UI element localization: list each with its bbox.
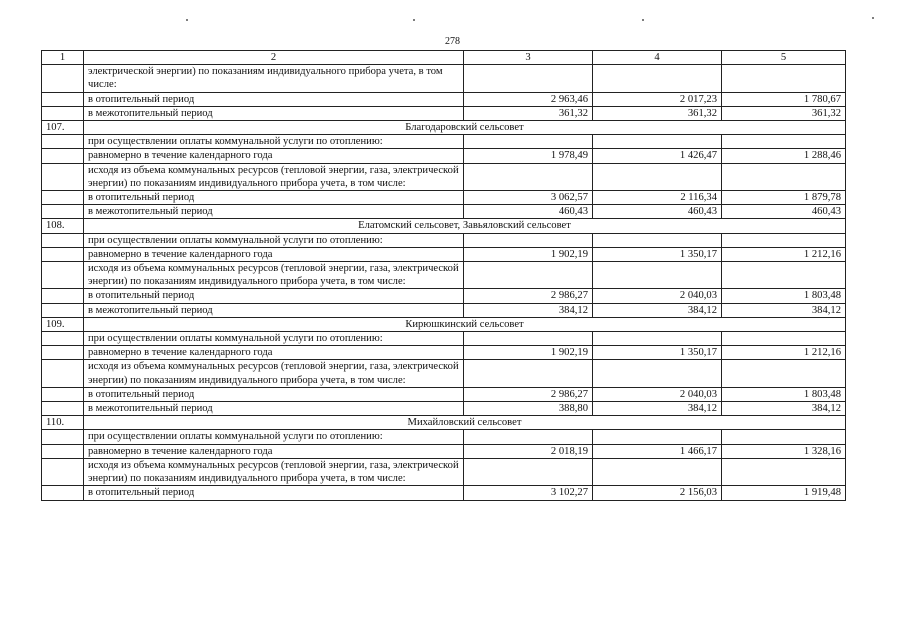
- row-description: в межотопительный период: [84, 402, 464, 416]
- section-row: [42, 317, 846, 331]
- table-row: [42, 262, 846, 289]
- value-col-4: 2 040,03: [593, 387, 722, 401]
- row-number: [42, 486, 84, 500]
- tariff-table: [41, 50, 846, 501]
- row-description: при осуществлении оплаты коммунальной услуги по отоплению:: [84, 233, 464, 247]
- row-description: исходя из объема коммунальных ресурсов (тепловой энергии, газа, электрической энергии) по показаниям индивидуального прибора учета, в том числе:: [84, 262, 464, 289]
- row-number: [42, 149, 84, 163]
- row-description: в отопительный период: [84, 486, 464, 500]
- value-col-3: [464, 332, 593, 346]
- row-number: [42, 387, 84, 401]
- row-number: [42, 247, 84, 261]
- row-number: [42, 205, 84, 219]
- table-header-row: [42, 51, 846, 65]
- row-description: в отопительный период: [84, 387, 464, 401]
- value-col-4: 460,43: [593, 205, 722, 219]
- value-col-5: 1 212,16: [722, 247, 846, 261]
- value-col-5: 460,43: [722, 205, 846, 219]
- row-description: равномерно в течение календарного года: [84, 346, 464, 360]
- table-row: [42, 149, 846, 163]
- value-col-4: [593, 65, 722, 92]
- table-row: [42, 444, 846, 458]
- row-description: исходя из объема коммунальных ресурсов (тепловой энергии, газа, электрической энергии) по показаниям индивидуального прибора учета, в том числе:: [84, 360, 464, 387]
- value-col-3: 384,12: [464, 303, 593, 317]
- value-col-3: 3 062,57: [464, 191, 593, 205]
- value-col-4: [593, 262, 722, 289]
- value-col-4: 384,12: [593, 402, 722, 416]
- value-col-3: 2 986,27: [464, 387, 593, 401]
- value-col-3: 1 978,49: [464, 149, 593, 163]
- section-number: 108.: [42, 219, 84, 233]
- row-description: исходя из объема коммунальных ресурсов (тепловой энергии, газа, электрической энергии) по показаниям индивидуального прибора учета, в том числе:: [84, 458, 464, 485]
- table-row: [42, 486, 846, 500]
- row-number: [42, 106, 84, 120]
- value-col-5: 1 919,48: [722, 486, 846, 500]
- column-header: 2: [84, 51, 464, 65]
- section-title: Благодаровский сельсовет: [84, 121, 846, 135]
- section-number: 110.: [42, 416, 84, 430]
- value-col-3: 3 102,27: [464, 486, 593, 500]
- table-row: [42, 233, 846, 247]
- value-col-4: 2 116,34: [593, 191, 722, 205]
- value-col-4: [593, 360, 722, 387]
- value-col-4: 1 466,17: [593, 444, 722, 458]
- row-number: [42, 233, 84, 247]
- section-row: [42, 121, 846, 135]
- scan-speck: [872, 17, 874, 19]
- table-row: [42, 65, 846, 92]
- value-col-5: 1 803,48: [722, 289, 846, 303]
- row-description: равномерно в течение календарного года: [84, 247, 464, 261]
- row-description: электрической энергии) по показаниям индивидуального прибора учета, в том числе:: [84, 65, 464, 92]
- value-col-4: 384,12: [593, 303, 722, 317]
- value-col-5: [722, 262, 846, 289]
- value-col-5: 1 803,48: [722, 387, 846, 401]
- value-col-3: [464, 262, 593, 289]
- value-col-4: [593, 458, 722, 485]
- value-col-4: 1 350,17: [593, 346, 722, 360]
- value-col-3: [464, 163, 593, 190]
- value-col-5: 384,12: [722, 303, 846, 317]
- value-col-5: [722, 458, 846, 485]
- value-col-5: 384,12: [722, 402, 846, 416]
- value-col-5: 1 879,78: [722, 191, 846, 205]
- value-col-3: [464, 458, 593, 485]
- row-description: в межотопительный период: [84, 303, 464, 317]
- table-row: [42, 360, 846, 387]
- value-col-5: [722, 135, 846, 149]
- table-row: [42, 205, 846, 219]
- section-row: [42, 219, 846, 233]
- value-col-4: 2 040,03: [593, 289, 722, 303]
- row-description: при осуществлении оплаты коммунальной услуги по отоплению:: [84, 135, 464, 149]
- table-row: [42, 106, 846, 120]
- table-row: [42, 387, 846, 401]
- value-col-3: [464, 65, 593, 92]
- section-title: Елатомский сельсовет, Завьяловский сельсовет: [84, 219, 846, 233]
- row-description: в межотопительный период: [84, 205, 464, 219]
- scan-speck: [186, 19, 188, 21]
- value-col-4: 1 426,47: [593, 149, 722, 163]
- row-number: [42, 191, 84, 205]
- value-col-5: [722, 332, 846, 346]
- section-title: Кирюшкинский сельсовет: [84, 317, 846, 331]
- value-col-4: [593, 332, 722, 346]
- value-col-3: 1 902,19: [464, 247, 593, 261]
- column-header: 3: [464, 51, 593, 65]
- value-col-3: 2 986,27: [464, 289, 593, 303]
- scan-speck: [642, 19, 644, 21]
- row-description: при осуществлении оплаты коммунальной услуги по отоплению:: [84, 332, 464, 346]
- value-col-5: [722, 233, 846, 247]
- section-row: [42, 416, 846, 430]
- row-description: в межотопительный период: [84, 106, 464, 120]
- value-col-3: [464, 135, 593, 149]
- value-col-4: 1 350,17: [593, 247, 722, 261]
- row-number: [42, 360, 84, 387]
- value-col-4: 2 156,03: [593, 486, 722, 500]
- table-row: [42, 191, 846, 205]
- value-col-3: 388,80: [464, 402, 593, 416]
- value-col-5: [722, 65, 846, 92]
- row-description: в отопительный период: [84, 289, 464, 303]
- table-row: [42, 346, 846, 360]
- value-col-4: 361,32: [593, 106, 722, 120]
- table-row: [42, 458, 846, 485]
- table-row: [42, 303, 846, 317]
- column-header: 4: [593, 51, 722, 65]
- value-col-3: [464, 233, 593, 247]
- page-number: 278: [445, 36, 460, 47]
- row-number: [42, 262, 84, 289]
- table-row: [42, 247, 846, 261]
- scan-speck: [413, 19, 415, 21]
- value-col-5: 1 780,67: [722, 92, 846, 106]
- table-row: [42, 289, 846, 303]
- value-col-5: [722, 163, 846, 190]
- value-col-5: 1 212,16: [722, 346, 846, 360]
- value-col-4: [593, 430, 722, 444]
- value-col-4: [593, 163, 722, 190]
- row-number: [42, 163, 84, 190]
- table-row: [42, 163, 846, 190]
- section-number: 107.: [42, 121, 84, 135]
- row-description: равномерно в течение календарного года: [84, 444, 464, 458]
- row-description: в отопительный период: [84, 92, 464, 106]
- section-number: 109.: [42, 317, 84, 331]
- column-header: 1: [42, 51, 84, 65]
- value-col-4: [593, 135, 722, 149]
- row-number: [42, 346, 84, 360]
- value-col-5: 361,32: [722, 106, 846, 120]
- value-col-3: 2 963,46: [464, 92, 593, 106]
- row-number: [42, 65, 84, 92]
- value-col-4: [593, 233, 722, 247]
- row-number: [42, 303, 84, 317]
- column-header: 5: [722, 51, 846, 65]
- row-description: в отопительный период: [84, 191, 464, 205]
- row-number: [42, 402, 84, 416]
- row-description: при осуществлении оплаты коммунальной услуги по отоплению:: [84, 430, 464, 444]
- row-number: [42, 332, 84, 346]
- table-row: [42, 135, 846, 149]
- section-title: Михайловский сельсовет: [84, 416, 846, 430]
- value-col-3: [464, 430, 593, 444]
- value-col-5: 1 328,16: [722, 444, 846, 458]
- row-number: [42, 458, 84, 485]
- row-number: [42, 135, 84, 149]
- row-number: [42, 92, 84, 106]
- value-col-4: 2 017,23: [593, 92, 722, 106]
- value-col-3: [464, 360, 593, 387]
- value-col-3: 361,32: [464, 106, 593, 120]
- row-number: [42, 430, 84, 444]
- value-col-5: [722, 430, 846, 444]
- table-row: [42, 402, 846, 416]
- value-col-5: [722, 360, 846, 387]
- row-description: равномерно в течение календарного года: [84, 149, 464, 163]
- row-description: исходя из объема коммунальных ресурсов (тепловой энергии, газа, электрической энергии) по показаниям индивидуального прибора учета, в том числе:: [84, 163, 464, 190]
- table-row: [42, 430, 846, 444]
- table-body: [42, 51, 846, 501]
- value-col-5: 1 288,46: [722, 149, 846, 163]
- value-col-3: 1 902,19: [464, 346, 593, 360]
- row-number: [42, 289, 84, 303]
- value-col-3: 460,43: [464, 205, 593, 219]
- value-col-3: 2 018,19: [464, 444, 593, 458]
- table-row: [42, 92, 846, 106]
- table-row: [42, 332, 846, 346]
- row-number: [42, 444, 84, 458]
